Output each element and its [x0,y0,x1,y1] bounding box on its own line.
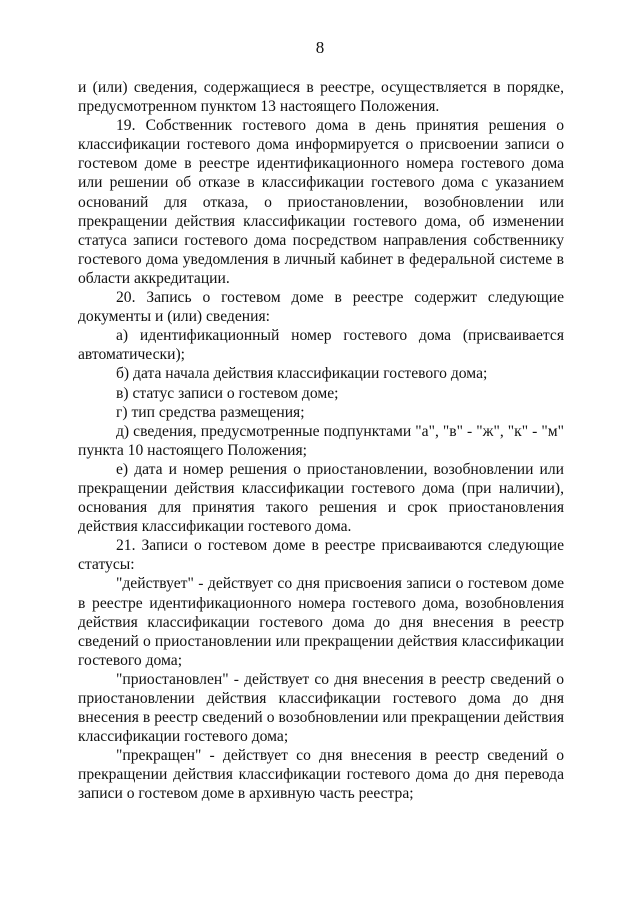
subitem-g: г) тип средства размещения; [116,403,305,421]
paragraph-item-21: 21. Записи о гостевом доме в реестре присваиваются следующие статусы: [78,537,564,574]
subitem-b: б) дата начала действия классификации гостевого дома; [116,365,488,383]
paragraph-item-20: 20. Запись о гостевом доме в реестре содержит следующие документы и (или) сведения: [78,289,564,326]
subitem-e: е) дата и номер решения о приостановлении, возобновлении или прекращении действия классификации гостевого дома (при наличии), основания для принятия такого решения и срок приостановления действия классификации гостевого дома. [78,460,564,536]
document-body [78,78,564,804]
status-active: "действует" - действует со дня присвоения записи о гостевом доме в реестре идентификационного номера гостевого дома, возобновления действия классификации гостевого дома до дня внесения в реестр сведений о приостановлении или прекращении действия классификации гостевого дома; [78,575,564,669]
status-suspended: "приостановлен" - действует со дня внесения в реестр сведений о приостановлении действия классификации гостевого дома до дня внесения в реестр сведений о возобновлении или прекращении действия классификации гостевого дома; [78,670,564,746]
paragraph-item-19: 19. Собственник гостевого дома в день принятия решения о классификации гостевого дома информируется о присвоении записи о гостевом доме в реестре идентификационного номера гостевого дома или решении об отказе в классификации гостевого дома с указанием оснований для отказа, о приостановлении, возобновлении или прекращении действия классификации гостевого дома, об изменении статуса записи гостевого дома посредством направления собственнику гостевого дома уведомления в личный кабинет в федеральной системе в области аккредитации. [78,117,564,287]
subitem-v: в) статус записи о гостевом доме; [116,384,339,402]
paragraph-continuation: и (или) сведения, содержащиеся в реестре, осуществляется в порядке, предусмотренном пунктом 13 настоящего Положения. [78,79,564,116]
subitem-a: а) идентификационный номер гостевого дома (присваивается автоматически); [78,327,564,364]
page-number: 8 [315,38,325,57]
subitem-d: д) сведения, предусмотренные подпунктами "а", "в" - "ж", "к" - "м" пункта 10 настоящего Положения; [78,422,564,459]
status-terminated: "прекращен" - действует со дня внесения в реестр сведений о прекращении действия классификации гостевого дома до дня перевода записи о гостевом доме в архивную часть реестра; [78,747,564,803]
